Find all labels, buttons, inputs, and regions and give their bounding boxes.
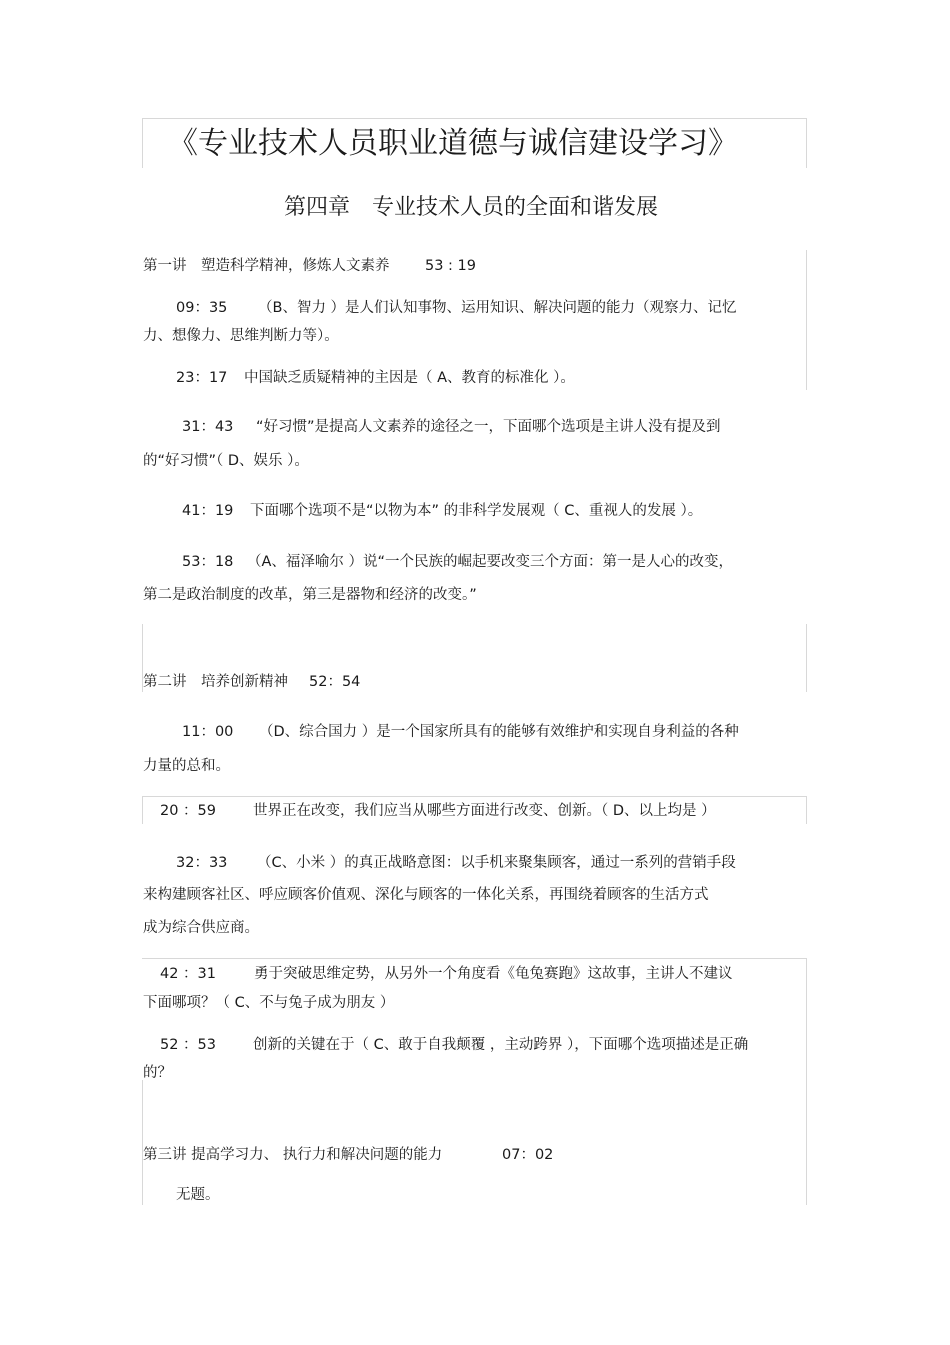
question-timestamp: 42 ：31 — [160, 966, 217, 982]
question-text: 下面哪项？（ C、不与兔子成为朋友 ） — [143, 995, 395, 1011]
lecture-duration: 52：54 — [309, 674, 361, 690]
question-text: 创新的关键在于（ C、敢于自我颠覆 ，主动跨界 ），下面哪个选项描述是正确 — [253, 1037, 749, 1053]
question-timestamp: 20 ：59 — [160, 803, 217, 819]
question-text: “好习惯”是提高人文素养的途径之一，下面哪个选项是主讲人没有提及到 — [256, 419, 721, 435]
question-timestamp: 41：19 — [182, 503, 234, 519]
question-text: 世界正在改变，我们应当从哪些方面进行改变、创新。（ D、以上均是 ） — [253, 803, 716, 819]
question-text: 中国缺乏质疑精神的主因是（ A、教育的标准化 ）。 — [244, 370, 575, 386]
question-text: 勇于突破思维定势，从另外一个角度看《龟兔赛跑》这故事，主讲人不建议 — [254, 966, 733, 982]
question-timestamp: 53：18 — [182, 554, 234, 570]
question-text: 的“好习惯”（ D、娱乐 ）。 — [143, 453, 309, 469]
lecture-heading: 第二讲 培养创新精神 — [143, 674, 288, 690]
question-text: 来构建顾客社区、呼应顾客价值观、深化与顾客的一体化关系，再围绕着顾客的生活方式 — [143, 887, 709, 903]
question-text: （B、智力 ）是人们认知事物、运用知识、解决问题的能力（观察力、记忆 — [258, 300, 737, 316]
frame-line — [806, 796, 807, 824]
question-text: （A、福泽喻尔 ）说“一个民族的崛起要改变三个方面：第一是人心的改变， — [247, 554, 734, 570]
question-text: 的？ — [143, 1065, 172, 1081]
question-timestamp: 52 ：53 — [160, 1037, 217, 1053]
question-timestamp: 09：35 — [176, 300, 228, 316]
lecture-heading: 第一讲 塑造科学精神，修炼人文素养 — [143, 258, 390, 274]
frame-line — [142, 118, 143, 168]
question-text: （D、综合国力 ）是一个国家所具有的能够有效维护和实现自身利益的各种 — [259, 724, 739, 740]
frame-line — [142, 958, 807, 959]
question-text: 成为综合供应商。 — [143, 920, 259, 936]
question-text: 力量的总和。 — [143, 758, 230, 774]
frame-line — [142, 796, 143, 824]
frame-line — [806, 624, 807, 692]
question-text: 第二是政治制度的改革，第三是器物和经济的改变。” — [143, 587, 477, 603]
document-title: 《专业技术人员职业道德与诚信建设学习》 — [168, 126, 738, 161]
frame-line — [806, 958, 807, 1205]
frame-line — [806, 118, 807, 168]
frame-line — [142, 1080, 143, 1205]
lecture-duration: 07：02 — [502, 1147, 554, 1163]
frame-line — [142, 118, 807, 119]
question-text: 无题。 — [176, 1187, 220, 1203]
frame-line — [806, 250, 807, 390]
question-timestamp: 32：33 — [176, 855, 228, 871]
lecture-duration: 53 : 19 — [425, 258, 477, 274]
frame-line — [142, 796, 807, 797]
question-text: 下面哪个选项不是“以物为本” 的非科学发展观（ C、重视人的发展 ）。 — [250, 503, 703, 519]
chapter-heading: 第四章 专业技术人员的全面和谐发展 — [284, 195, 659, 220]
question-timestamp: 23：17 — [176, 370, 228, 386]
question-timestamp: 11：00 — [182, 724, 234, 740]
question-text: （C、小米 ）的真正战略意图：以手机来聚集顾客，通过一系列的营销手段 — [257, 855, 736, 871]
question-text: 力、想像力、思维判断力等）。 — [143, 328, 339, 344]
lecture-heading: 第三讲 提高学习力、 执行力和解决问题的能力 — [143, 1147, 443, 1163]
question-timestamp: 31：43 — [182, 419, 234, 435]
